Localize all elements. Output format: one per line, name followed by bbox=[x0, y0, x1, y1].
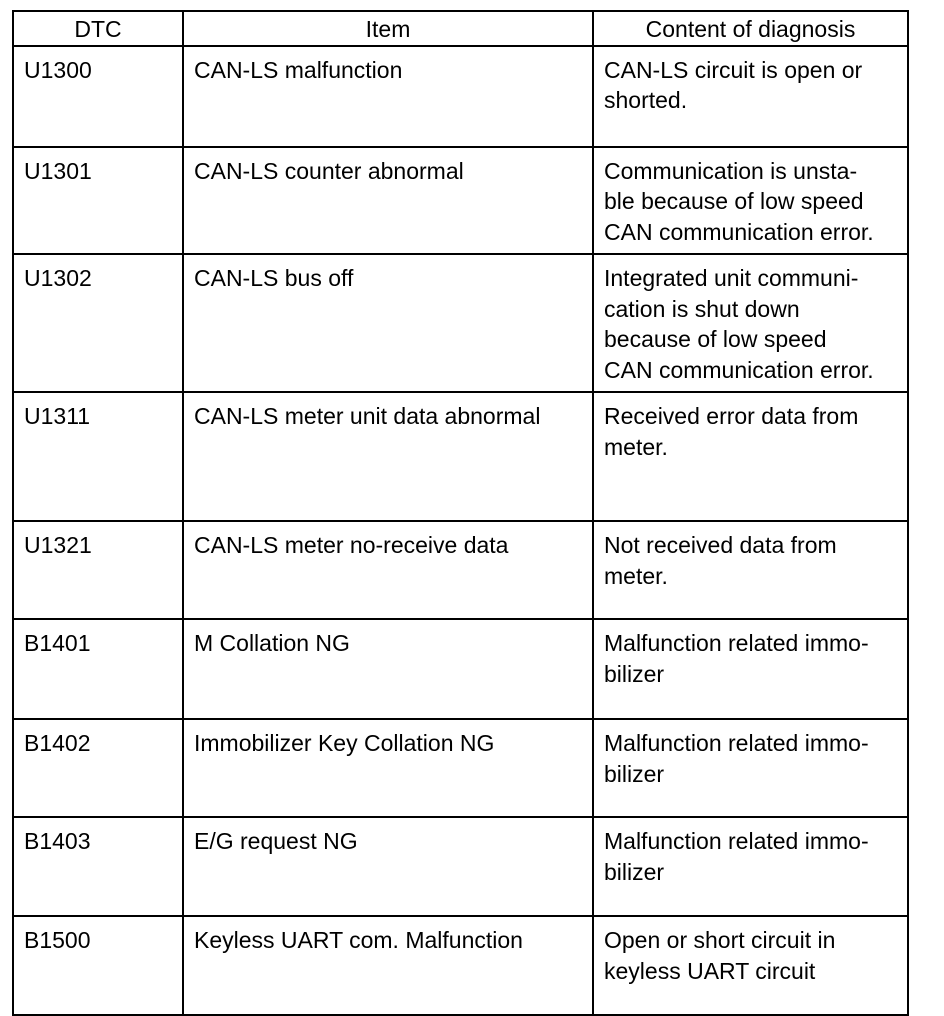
dtc-code: U1302 bbox=[13, 254, 183, 392]
table-row bbox=[13, 916, 908, 1015]
header-row bbox=[13, 11, 908, 46]
diagnosis-line: Malfunction related immo- bbox=[604, 630, 869, 656]
diagnosis-line: ble because of low speed bbox=[604, 188, 864, 214]
diagnosis-line: Malfunction related immo- bbox=[604, 730, 869, 756]
item-label: CAN-LS counter abnormal bbox=[183, 147, 593, 255]
diagnosis-line: cation is shut down bbox=[604, 295, 800, 322]
diagnosis-line: Malfunction related immo- bbox=[604, 828, 869, 854]
table-row bbox=[13, 619, 908, 719]
table-row bbox=[13, 392, 908, 521]
diagnosis-content bbox=[593, 147, 908, 255]
diagnosis-line: CAN-LS circuit is open or bbox=[604, 56, 863, 83]
item-label: M Collation NG bbox=[183, 619, 593, 719]
table-row bbox=[13, 254, 908, 392]
dtc-code: B1500 bbox=[13, 916, 183, 1015]
header-item: Item bbox=[183, 11, 593, 46]
dtc-code: U1301 bbox=[13, 147, 183, 255]
table-row bbox=[13, 147, 908, 255]
item-label: CAN-LS malfunction bbox=[183, 46, 593, 147]
diagnosis-content bbox=[593, 521, 908, 619]
diagnosis-line: keyless UART circuit bbox=[604, 957, 816, 984]
dtc-table bbox=[12, 10, 909, 1016]
diagnosis-line: CAN communication error. bbox=[604, 356, 874, 383]
header-content: Content of diagnosis bbox=[593, 11, 908, 46]
diagnosis-line: shorted. bbox=[604, 87, 688, 113]
diagnosis-line: Not received data from bbox=[604, 532, 837, 558]
diagnosis-line: CAN communication error. bbox=[604, 218, 874, 245]
dtc-code: B1401 bbox=[13, 619, 183, 719]
diagnosis-content bbox=[593, 619, 908, 719]
diagnosis-line: bilizer bbox=[604, 858, 665, 885]
diagnosis-content bbox=[593, 254, 908, 392]
item-label: Immobilizer Key Collation NG bbox=[183, 719, 593, 817]
diagnosis-content bbox=[593, 916, 908, 1015]
dtc-code: B1403 bbox=[13, 817, 183, 916]
item-label: CAN-LS meter unit data abnormal bbox=[183, 392, 593, 521]
diagnosis-line: bilizer bbox=[604, 660, 665, 687]
diagnosis-line: Integrated unit communi- bbox=[604, 265, 859, 291]
dtc-code: U1300 bbox=[13, 46, 183, 147]
item-label: E/G request NG bbox=[183, 817, 593, 916]
diagnosis-line: because of low speed bbox=[604, 326, 827, 352]
diagnosis-content bbox=[593, 46, 908, 147]
diagnosis-line: bilizer bbox=[604, 760, 665, 787]
table-row bbox=[13, 817, 908, 916]
header-dtc: DTC bbox=[13, 11, 183, 46]
item-label: CAN-LS bus off bbox=[183, 254, 593, 392]
diagnosis-line: meter. bbox=[604, 433, 668, 460]
item-label: CAN-LS meter no-receive data bbox=[183, 521, 593, 619]
diagnosis-line: meter. bbox=[604, 562, 668, 589]
dtc-code: B1402 bbox=[13, 719, 183, 817]
diagnosis-content bbox=[593, 719, 908, 817]
table-row bbox=[13, 521, 908, 619]
table-row bbox=[13, 719, 908, 817]
table-row bbox=[13, 46, 908, 147]
diagnosis-line: Open or short circuit in bbox=[604, 927, 836, 953]
diagnosis-content bbox=[593, 817, 908, 916]
dtc-code: U1311 bbox=[13, 392, 183, 521]
diagnosis-content bbox=[593, 392, 908, 521]
diagnosis-line: Communication is unsta- bbox=[604, 157, 858, 184]
dtc-code: U1321 bbox=[13, 521, 183, 619]
item-label: Keyless UART com. Malfunction bbox=[183, 916, 593, 1015]
diagnosis-line: Received error data from bbox=[604, 403, 859, 429]
